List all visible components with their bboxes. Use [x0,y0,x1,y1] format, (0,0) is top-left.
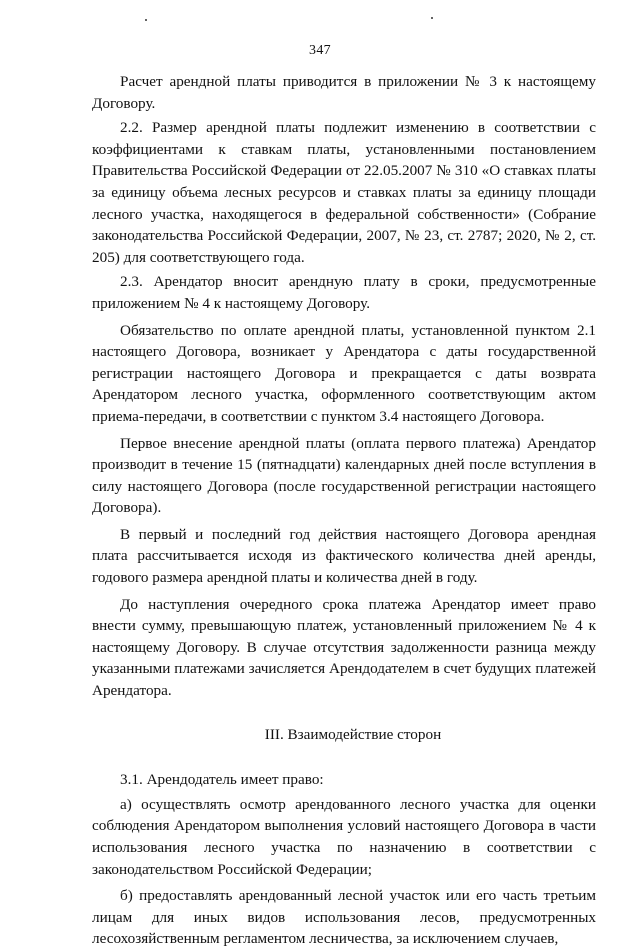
paragraph-3-1: 3.1. Арендодатель имеет право: [120,771,324,789]
paragraph-payment-obligation: Обязательство по оплате арендной платы, установленной пунктом 2.1 настоящего Договора, возникает у Арендатора с даты государственной регистрации настоящего Договора и прекращается с даты возврата Арендатором лесного участка, оформленного соответствующим актом приема-передачи, в соответствии с пунктом 3.4 настоящего Договора. [92,321,596,425]
paragraph-rent-calculation: Расчет арендной платы приводится в приложении № 3 к настоящему Договору. [92,73,596,112]
section-heading: III. Взаимодействие сторон [264,725,442,743]
document-body [92,71,596,950]
paragraph-first-last-year: В первый и последний год действия настоящего Договора арендная плата рассчитывается исходя из фактического количества дней аренды, годового размера арендной платы и количества дней в году. [92,525,596,587]
paragraph-2-2: 2.2. Размер арендной платы подлежит изменению в соответствии с коэффициентами к ставкам платы, установленными постановлением Правительства Российской Федерации от 22.05.2007 № 310 «О ставках платы за единицу объема лесных ресурсов и ставках платы за единицу площади лесного участка, находящегося в федеральной собственности» (Собрание законодательства Российской Федерации, 2007, № 23, ст. 2787; 2020, № 2, ст. 205) для соответствующего года. [92,119,596,266]
paragraph-3-1-a: а) осуществлять осмотр арендованного лесного участка для оценки соблюдения Арендатором выполнения условий настоящего Договора в части использования лесного участка по назначению в соответствии с законодательством Российской Федерации; [92,795,596,878]
paragraph-2-3: 2.3. Арендатор вносит арендную плату в сроки, предусмотренные приложением № 4 к настоящему Договору. [92,273,596,312]
paragraph-overpayment: До наступления очередного срока платежа Арендатор имеет право внести сумму, превышающую платеж, установленный приложением № 4 к настоящему Договору. В случае отсутствия задолженности разница между указанными платежами зачисляется Арендодателем в счет будущих платежей Арендатора. [92,595,596,700]
scan-speck [145,19,147,21]
paragraph-first-payment: Первое внесение арендной платы (оплата первого платежа) Арендатор производит в течение 15 (пятнадцати) календарных дней после вступления в силу настоящего Договора (после государственной регистрации настоящего Договора). [92,434,596,517]
page-number: 347 [309,43,331,58]
scan-speck [431,17,433,19]
paragraph-3-1-b: б) предоставлять арендованный лесной участок или его часть третьим лицам для иных видов использования лесов, предусмотренных лесохозяйственным регламентом лесничества, за исключением случаев, [92,887,596,948]
